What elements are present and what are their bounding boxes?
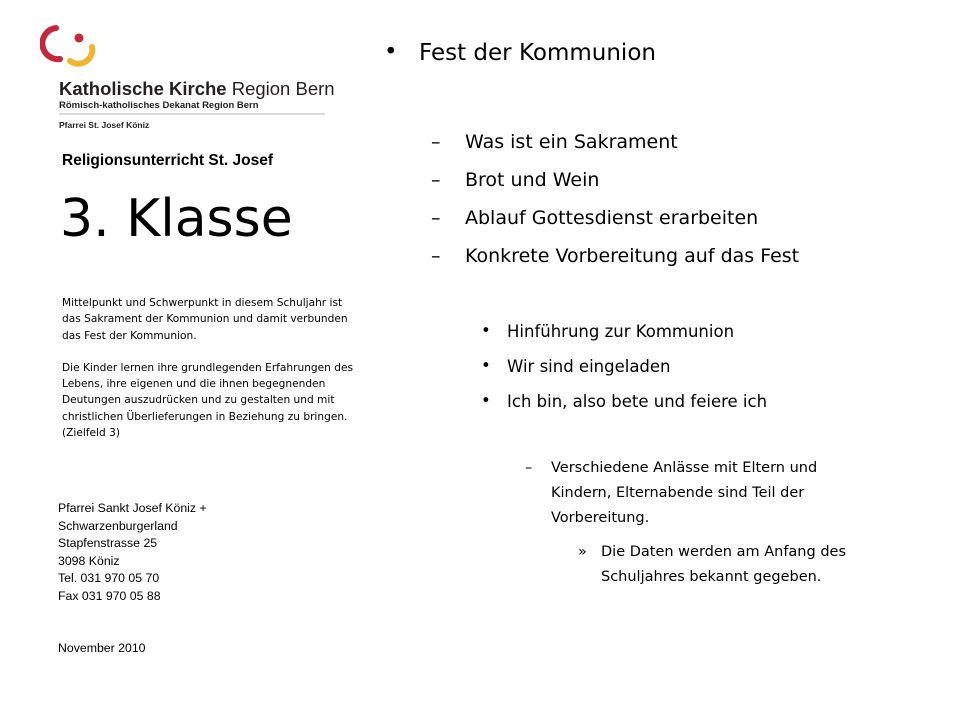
parish-address <box>58 500 207 606</box>
logo-title-bold: Katholische Kirche <box>59 78 227 99</box>
dash-icon: – <box>431 207 441 229</box>
dash-icon: – <box>431 131 441 153</box>
address-line: 3098 Köniz <box>58 553 120 568</box>
heading-item: Fest der Kommunion <box>419 40 656 66</box>
emblem-red-arc <box>42 28 60 59</box>
bullet-icon: • <box>481 391 491 410</box>
address-line: Stapfenstrasse 25 <box>58 536 158 551</box>
address-line: Tel. 031 970 05 70 <box>58 571 160 586</box>
address-line: Fax 031 970 05 88 <box>58 588 161 603</box>
note-text: Verschiedene Anlässe mit Eltern und Kindern, Elternabende sind Teil der Vorbereitung. <box>551 460 818 526</box>
class-subtitle: Religionsunterricht St. Josef <box>62 152 274 169</box>
dash-icon: – <box>431 169 441 191</box>
church-logo <box>40 18 335 132</box>
point-item: Hinführung zur Kommunion <box>507 322 735 341</box>
logo-parish-name: Pfarrei St. Josef Köniz <box>59 120 150 130</box>
subnote-text: Die Daten werden am Anfang des Schuljahres bekannt gegeben. <box>601 544 846 585</box>
bullet-icon: • <box>481 356 491 375</box>
point-item: Wir sind eingeladen <box>507 357 671 376</box>
address-line: Schwarzenburgerland <box>58 518 178 533</box>
description-paragraph: Die Kinder lernen ihre grundlegenden Erfahrungen des Lebens, ihre eigenen und die ihnen begegnenden Deutungen auszudrücken und zu gestalten und mit christlichen Überlieferungen in Beziehung zu bringen. (Zielfeld 3) <box>62 361 353 440</box>
topic-item: Brot und Wein <box>465 169 600 191</box>
date-label: November 2010 <box>58 641 146 655</box>
dash-icon: – <box>525 460 533 476</box>
description-paragraph: Mittelpunkt und Schwerpunkt in diesem Schuljahr ist das Sakrament der Kommunion und damit verbunden das Fest der Kommunion. <box>62 297 348 342</box>
emblem-gold-arc <box>70 47 92 64</box>
logo-title <box>59 78 335 100</box>
bullet-icon: • <box>384 39 398 65</box>
point-item: Ich bin, also bete und feiere ich <box>507 392 768 411</box>
bullet-icon: • <box>481 321 491 340</box>
address-line: Pfarrei Sankt Josef Köniz + <box>58 501 207 515</box>
topic-item: Konkrete Vorbereitung auf das Fest <box>465 245 800 267</box>
topic-item: Was ist ein Sakrament <box>465 131 678 153</box>
page-title: 3. Klasse <box>60 189 293 249</box>
emblem-red-dot <box>75 34 84 43</box>
church-emblem-icon <box>40 18 325 132</box>
description-text <box>62 295 362 457</box>
topic-item: Ablauf Gottesdienst erarbeiten <box>465 207 759 229</box>
chevron-right-icon: » <box>578 544 587 560</box>
logo-title-region: Region Bern <box>231 78 335 99</box>
logo-subtitle: Römisch-katholisches Dekanat Region Bern <box>59 100 259 111</box>
dash-icon: – <box>431 245 441 267</box>
